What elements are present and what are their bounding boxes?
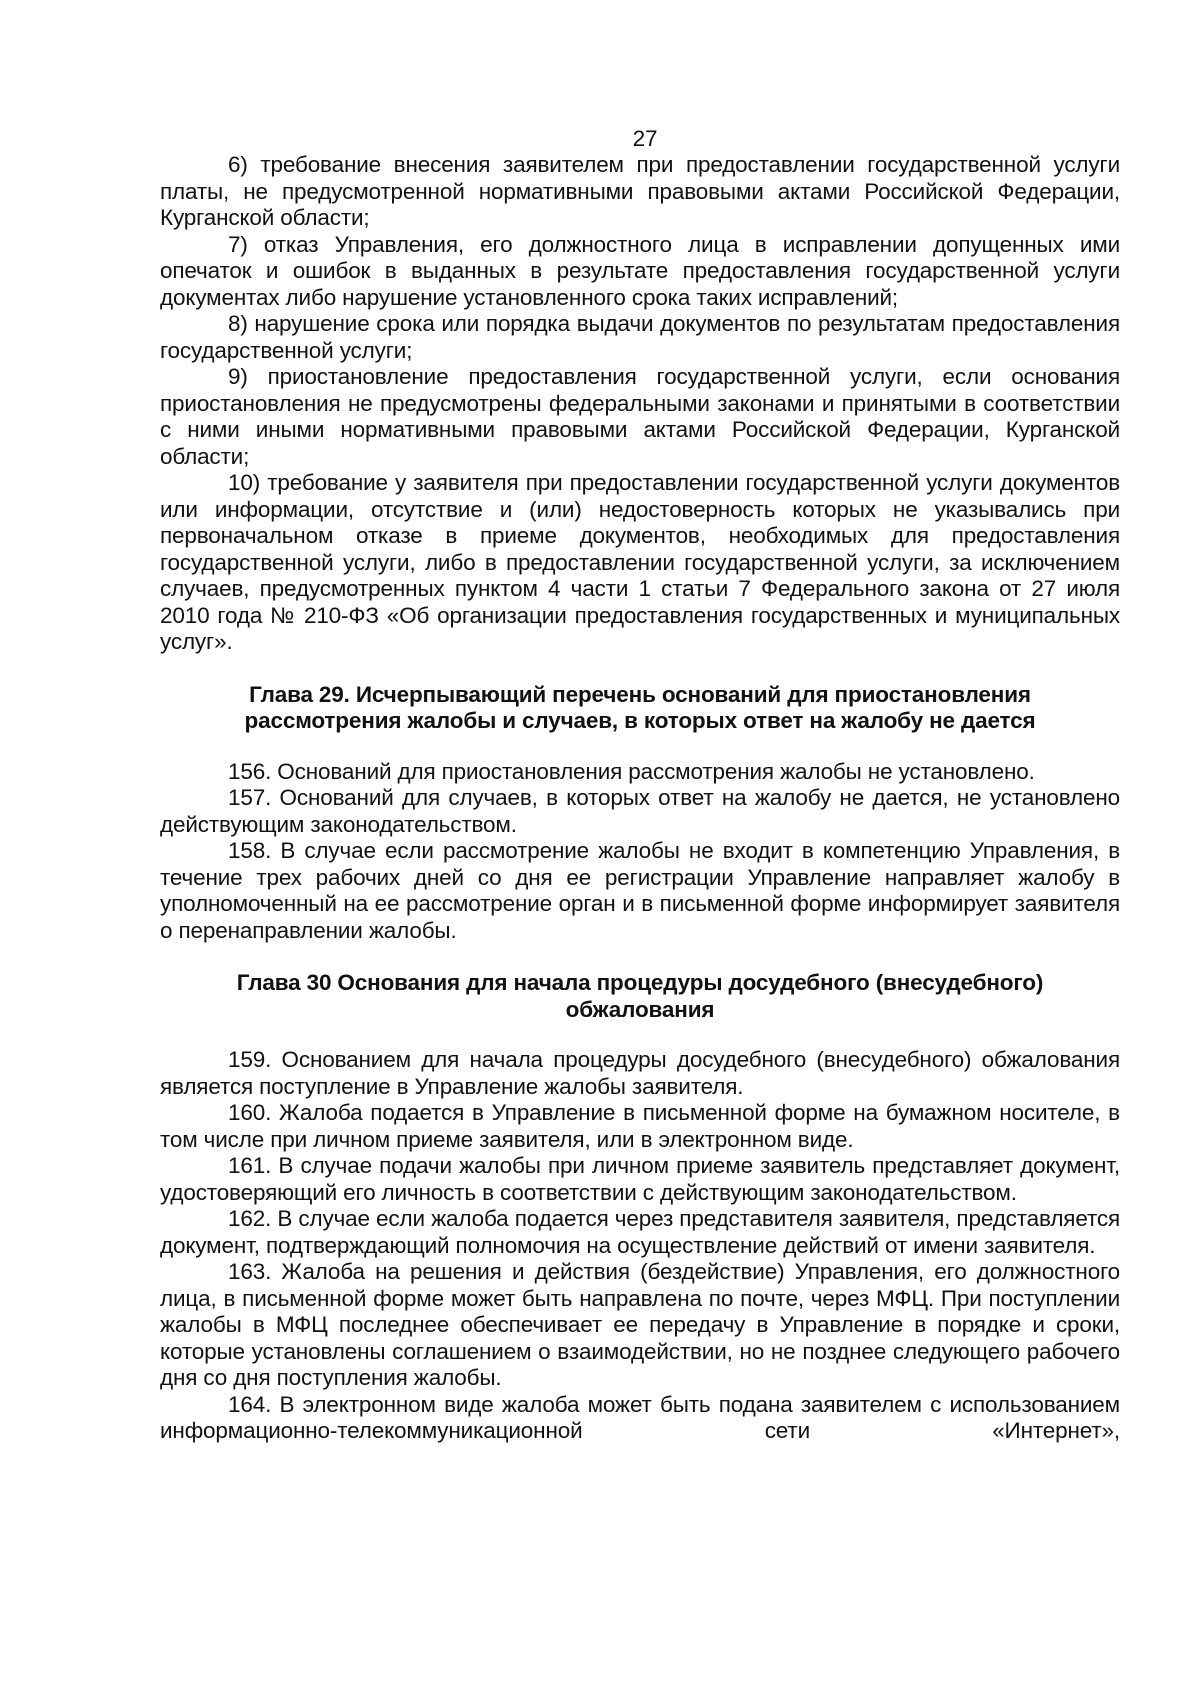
complaint-grounds-list xyxy=(160,152,1120,656)
paragraph-159: 159. Основанием для начала процедуры досудебного (внесудебного) обжалования является поступление в Управление жалобы заявителя. xyxy=(160,1047,1120,1099)
paragraph-156: 156. Оснований для приостановления рассмотрения жалобы не установлено. xyxy=(228,758,1035,784)
chapter-29 xyxy=(160,682,1120,945)
paragraph-162: 162. В случае если жалоба подается через представителя заявителя, представляется документ, подтверждающий полномочия на осуществление действий от имени заявителя. xyxy=(160,1206,1120,1258)
paragraph-161: 161. В случае подачи жалобы при личном приеме заявитель представляет документ, удостоверяющий его личность в соответствии с действующим законодательством. xyxy=(160,1153,1120,1205)
paragraph-158: 158. В случае если рассмотрение жалобы не входит в компетенцию Управления, в течение трех рабочих дней со дня ее регистрации Управление направляет жалобу в уполномоченный на ее рассмотрение орган и в письменной форме информирует заявителя о перенаправлении жалобы. xyxy=(160,838,1120,943)
list-item-8: 8) нарушение срока или порядка выдачи документов по результатам предоставления государственной услуги; xyxy=(160,311,1120,363)
page-number: 27 xyxy=(632,126,658,151)
chapter-30 xyxy=(160,970,1120,1445)
list-item-10: 10) требование у заявителя при предоставлении государственной услуги документов или информации, отсутствие и (или) недостоверность которых не указывались при первоначальном отказе в приеме документов, необходимых для предоставления государственной услуги, либо в предоставлении государственной услуги, за исключением случаев, предусмотренных пунктом 4 части 1 статьи 7 Федерального закона от 27 июля 2010 года № 210-ФЗ «Об организации предоставления государственных и муниципальных услуг». xyxy=(160,470,1120,654)
document-page xyxy=(160,126,1120,1445)
paragraph-163: 163. Жалоба на решения и действия (бездействие) Управления, его должностного лица, в письменной форме может быть направлена по почте, через МФЦ. При поступлении жалобы в МФЦ последнее обеспечивает ее передачу в Управление в порядке и сроки, которые установлены соглашением о взаимодействии, но не позднее следующего рабочего дня со дня поступления жалобы. xyxy=(160,1259,1120,1390)
chapter-30-title: Глава 30 Основания для начала процедуры досудебного (внесудебного) обжалования xyxy=(236,970,1044,1022)
paragraph-164: 164. В электронном виде жалоба может быть подана заявителем с использованием информационно-телекоммуникационной сети «Интернет», xyxy=(160,1391,1120,1443)
list-item-9: 9) приостановление предоставления государственной услуги, если основания приостановления не предусмотрены федеральными законами и принятыми в соответствии с ними иными нормативными правовыми актами Российской Федерации, Курганской области; xyxy=(160,364,1120,469)
list-item-7: 7) отказ Управления, его должностного лица в исправлении допущенных ими опечаток и ошибок в выданных в результате предоставления государственной услуги документах либо нарушение установленного срока таких исправлений; xyxy=(160,231,1120,310)
paragraph-157: 157. Оснований для случаев, в которых ответ на жалобу не дается, не установлено действующим законодательством. xyxy=(160,785,1120,837)
list-item-6: 6) требование внесения заявителем при предоставлении государственной услуги платы, не предусмотренной нормативными правовыми актами Российской Федерации, Курганской области; xyxy=(160,152,1120,230)
paragraph-160: 160. Жалоба подается в Управление в письменной форме на бумажном носителе, в том числе при личном приеме заявителя, или в электронном виде. xyxy=(160,1100,1120,1152)
chapter-29-title: Глава 29. Исчерпывающий перечень оснований для приостановления рассмотрения жалобы и случаев, в которых ответ на жалобу не дается xyxy=(244,681,1036,733)
